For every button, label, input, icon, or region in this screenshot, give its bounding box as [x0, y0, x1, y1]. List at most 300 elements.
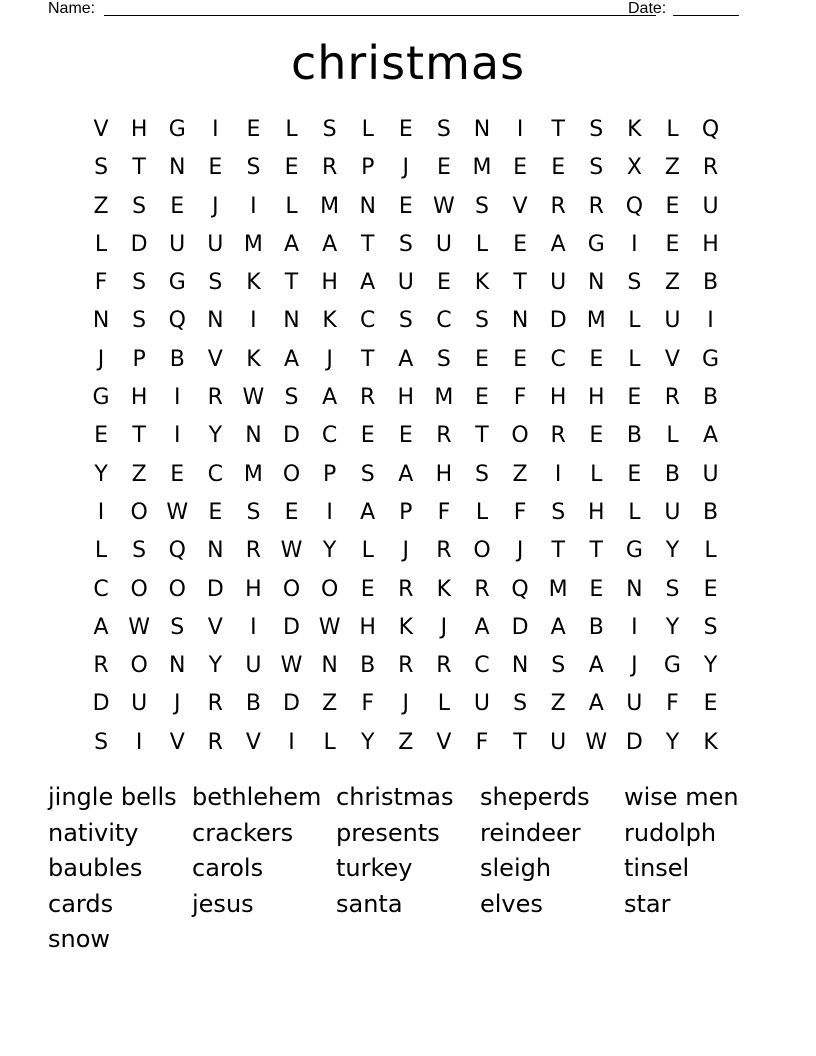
word-list	[48, 780, 788, 958]
grid-row	[82, 494, 732, 532]
grid-letter: F	[94, 270, 108, 296]
grid-letter: L	[475, 231, 489, 257]
grid-letter: B	[245, 691, 261, 717]
grid-letter: U	[245, 653, 262, 679]
grid-letter: B	[169, 346, 185, 372]
grid-letter: E	[665, 193, 680, 219]
grid-letter: E	[513, 231, 528, 257]
grid-letter: H	[359, 614, 376, 640]
name-label: Name:	[48, 0, 96, 17]
grid-letter: E	[589, 346, 604, 372]
grid-letter: C	[207, 461, 224, 487]
grid-letter: P	[399, 499, 413, 525]
word-list-item: presents	[336, 818, 440, 847]
grid-letter: S	[589, 155, 604, 181]
grid-letter: S	[436, 117, 451, 142]
grid-letter: N	[169, 653, 186, 679]
grid-letter: B	[703, 385, 719, 411]
grid-letter: T	[475, 423, 489, 449]
grid-letter: O	[130, 499, 148, 525]
grid-letter: J	[402, 538, 410, 564]
grid-letter: H	[245, 576, 262, 602]
grid-letter: T	[360, 346, 375, 372]
grid-row	[82, 264, 732, 302]
grid-letter: D	[625, 729, 643, 755]
grid-letter: H	[397, 385, 415, 411]
grid-letter: A	[322, 231, 338, 257]
grid-letter: G	[92, 385, 110, 411]
grid-letter: U	[435, 231, 452, 257]
grid-letter: S	[398, 308, 413, 334]
grid-letter: P	[322, 461, 337, 487]
grid-letter: G	[168, 270, 186, 296]
word-list-item: baubles	[48, 854, 143, 883]
grid-letter: R	[207, 691, 223, 717]
grid-letter: I	[554, 461, 562, 487]
grid-letter: N	[207, 308, 224, 334]
grid-letter: K	[246, 346, 261, 372]
grid-letter: S	[132, 270, 147, 296]
grid-row	[82, 341, 732, 379]
grid-letter: S	[322, 117, 337, 142]
grid-letter: V	[664, 346, 680, 372]
grid-letter: Z	[398, 729, 414, 755]
grid-letter: S	[284, 385, 299, 411]
grid-letter: O	[130, 653, 148, 679]
grid-letter: S	[627, 270, 642, 296]
grid-letter: I	[135, 729, 143, 755]
word-list-item: star	[624, 889, 671, 918]
grid-letter: M	[243, 461, 263, 487]
grid-letter: Y	[665, 729, 680, 755]
grid-letter: N	[169, 155, 186, 181]
grid-letter: K	[436, 576, 452, 602]
grid-letter: I	[516, 117, 524, 142]
grid-letter: T	[513, 270, 527, 296]
grid-letter: W	[128, 614, 151, 640]
grid-letter: W	[433, 193, 455, 219]
grid-row	[82, 417, 732, 455]
grid-letter: Z	[512, 461, 528, 487]
grid-letter: I	[97, 499, 105, 525]
grid-letter: A	[283, 231, 300, 257]
grid-letter: U	[664, 308, 681, 334]
grid-letter: T	[132, 155, 146, 181]
grid-letter: L	[361, 538, 374, 564]
grid-letter: J	[173, 691, 181, 717]
grid-letter: O	[282, 576, 301, 602]
grid-letter: J	[402, 155, 410, 181]
grid-letter: W	[280, 653, 303, 679]
grid-letter: C	[93, 576, 109, 602]
grid-letter: N	[283, 308, 300, 334]
grid-letter: F	[437, 499, 451, 525]
grid-letter: I	[631, 614, 638, 640]
grid-letter: J	[440, 614, 448, 640]
grid-letter: U	[664, 499, 681, 525]
grid-letter: F	[475, 729, 489, 755]
grid-letter: B	[664, 461, 680, 487]
grid-letter: E	[627, 461, 642, 487]
grid-letter: U	[702, 461, 719, 487]
grid-letter: D	[549, 308, 567, 334]
grid-letter: A	[360, 499, 376, 525]
grid-letter: S	[475, 193, 489, 219]
grid-letter: U	[550, 729, 567, 755]
grid-letter: T	[284, 270, 299, 296]
grid-row	[82, 532, 732, 570]
grid-letter: N	[511, 653, 529, 679]
grid-letter: E	[208, 499, 223, 525]
grid-letter: N	[626, 576, 643, 602]
word-list-item: turkey	[336, 854, 413, 883]
grid-letter: I	[707, 308, 714, 334]
name-blank-line	[104, 15, 656, 16]
grid-letter: F	[513, 499, 527, 525]
grid-letter: E	[94, 423, 108, 449]
word-list-item: santa	[336, 889, 403, 918]
grid-letter: U	[131, 691, 148, 717]
grid-letter: A	[474, 614, 490, 640]
grid-row	[82, 724, 732, 762]
grid-letter: T	[551, 117, 565, 142]
grid-letter: U	[169, 231, 186, 257]
grid-letter: U	[397, 270, 414, 296]
grid-letter: F	[361, 691, 375, 717]
grid-letter: K	[398, 614, 414, 640]
grid-letter: I	[326, 499, 333, 525]
grid-letter: S	[360, 461, 375, 487]
grid-letter: S	[436, 346, 451, 372]
grid-letter: O	[168, 576, 186, 602]
grid-letter: L	[628, 499, 641, 525]
grid-letter: X	[626, 155, 642, 181]
grid-letter: A	[322, 385, 338, 411]
grid-row	[82, 302, 732, 340]
grid-letter: A	[283, 346, 300, 372]
grid-letter: H	[587, 499, 605, 525]
grid-letter: K	[246, 270, 261, 296]
grid-letter: Y	[94, 461, 108, 487]
grid-letter: E	[360, 576, 375, 602]
grid-letter: T	[551, 538, 565, 564]
grid-letter: E	[284, 499, 299, 525]
grid-letter: Q	[168, 538, 186, 564]
grid-letter: W	[166, 499, 189, 525]
grid-letter: S	[703, 614, 718, 640]
grid-letter: H	[549, 385, 567, 411]
grid-letter: Y	[360, 729, 375, 755]
grid-letter: G	[663, 653, 681, 679]
grid-letter: N	[245, 423, 262, 449]
grid-letter: N	[588, 270, 605, 296]
grid-letter: A	[550, 614, 566, 640]
grid-letter: W	[318, 614, 341, 640]
grid-letter: C	[360, 308, 376, 334]
grid-letter: C	[550, 346, 566, 372]
grid-letter: A	[398, 346, 414, 372]
word-list-item: cards	[48, 889, 114, 918]
grid-letter: L	[475, 499, 489, 525]
grid-letter: J	[97, 346, 105, 372]
grid-letter: S	[132, 193, 147, 219]
grid-letter: A	[550, 231, 566, 257]
grid-letter: Q	[511, 576, 529, 602]
grid-letter: L	[437, 691, 451, 717]
grid-row	[82, 149, 732, 187]
grid-letter: L	[94, 231, 108, 257]
grid-letter: E	[513, 346, 528, 372]
word-list-item: bethlehem	[192, 783, 322, 811]
grid-letter: S	[208, 270, 223, 296]
grid-letter: Y	[208, 653, 223, 679]
grid-letter: S	[170, 614, 185, 640]
grid-letter: L	[94, 538, 108, 564]
date-blank-line	[673, 15, 739, 16]
grid-letter: R	[550, 193, 566, 219]
word-list-item: jesus	[192, 889, 254, 918]
grid-letter: H	[435, 461, 453, 487]
grid-letter: R	[321, 155, 338, 181]
grid-letter: A	[360, 270, 376, 296]
grid-letter: I	[212, 117, 219, 142]
grid-letter: Q	[168, 308, 186, 334]
grid-letter: E	[360, 423, 375, 449]
grid-letter: S	[246, 155, 261, 181]
grid-letter: E	[170, 461, 185, 487]
grid-letter: N	[207, 538, 224, 564]
grid-row	[82, 647, 732, 685]
grid-letter: R	[550, 423, 566, 449]
grid-letter: I	[288, 729, 295, 755]
grid-letter: V	[512, 193, 528, 219]
grid-letter: N	[359, 193, 376, 219]
grid-letter: E	[589, 576, 604, 602]
grid-letter: O	[473, 538, 491, 564]
grid-letter: A	[588, 653, 604, 679]
word-list-item: carols	[192, 854, 264, 883]
grid-letter: G	[625, 538, 643, 564]
grid-letter: R	[702, 155, 719, 181]
word-list-item: sheperds	[480, 783, 590, 811]
grid-letter: S	[475, 308, 489, 334]
grid-letter: S	[589, 117, 604, 142]
word-list-item: sleigh	[480, 854, 552, 883]
grid-letter: Z	[93, 193, 109, 219]
grid-letter: G	[168, 117, 186, 142]
grid-letter: V	[93, 117, 109, 142]
grid-letter: D	[283, 423, 300, 449]
grid-row	[82, 685, 732, 723]
grid-letter: B	[703, 270, 719, 296]
grid-letter: K	[703, 729, 718, 755]
grid-letter: E	[703, 576, 718, 602]
grid-row	[82, 379, 732, 417]
puzzle-title: christmas	[290, 36, 526, 90]
grid-letter: I	[173, 423, 181, 449]
grid-letter: Y	[208, 423, 223, 449]
grid-letter: R	[398, 576, 414, 602]
grid-letter: E	[436, 155, 451, 181]
grid-letter: R	[588, 193, 604, 219]
grid-letter: C	[321, 423, 338, 449]
grid-letter: K	[322, 308, 337, 334]
grid-letter: H	[130, 385, 148, 411]
grid-letter: J	[402, 691, 410, 717]
grid-letter: C	[474, 653, 490, 679]
grid-letter: Z	[664, 270, 680, 296]
grid-letter: S	[398, 231, 413, 257]
date-label: Date:	[628, 0, 667, 17]
grid-letter: S	[551, 499, 566, 525]
grid-row	[82, 226, 732, 264]
grid-letter: R	[360, 385, 376, 411]
grid-letter: H	[702, 231, 719, 257]
grid-letter: E	[475, 346, 489, 372]
grid-letter: N	[92, 308, 110, 334]
grid-letter: B	[588, 614, 604, 640]
grid-letter: L	[285, 117, 298, 142]
grid-row	[82, 571, 732, 609]
grid-letter: Y	[703, 653, 718, 679]
grid-letter: D	[511, 614, 529, 640]
grid-letter: S	[94, 155, 109, 181]
grid-letter: U	[473, 691, 491, 717]
grid-letter: G	[587, 231, 605, 257]
grid-letter: L	[361, 117, 374, 142]
grid-letter: A	[93, 614, 109, 640]
grid-letter: P	[132, 346, 146, 372]
grid-letter: A	[703, 423, 719, 449]
grid-letter: F	[666, 691, 679, 717]
grid-letter: T	[513, 729, 527, 755]
grid-letter: J	[326, 346, 333, 372]
grid-letter: U	[702, 193, 719, 219]
grid-letter: R	[398, 653, 414, 679]
grid-letter: H	[587, 385, 605, 411]
grid-letter: A	[588, 691, 604, 717]
grid-letter: E	[665, 231, 680, 257]
grid-letter: E	[398, 423, 413, 449]
grid-letter: Z	[550, 691, 566, 717]
grid-letter: H	[321, 270, 338, 296]
grid-letter: P	[361, 155, 375, 181]
grid-letter: V	[169, 729, 185, 755]
grid-letter: S	[132, 308, 147, 334]
grid-letter: R	[436, 653, 452, 679]
grid-letter: D	[130, 231, 148, 257]
grid-letter: R	[664, 385, 681, 411]
grid-letter: E	[284, 155, 299, 181]
grid-letter: M	[320, 193, 340, 219]
grid-letter: E	[170, 193, 185, 219]
grid-letter: R	[93, 653, 109, 679]
word-list-item: nativity	[48, 818, 139, 847]
grid-letter: Y	[665, 538, 680, 564]
grid-letter: R	[436, 423, 452, 449]
grid-letter: L	[285, 193, 298, 219]
grid-letter: A	[398, 461, 414, 487]
grid-letter: E	[398, 193, 413, 219]
grid-letter: D	[283, 614, 300, 640]
grid-letter: T	[132, 423, 146, 449]
grid-letter: D	[206, 576, 224, 602]
grid-row	[82, 456, 732, 494]
grid-letter: V	[207, 614, 223, 640]
word-list-item: tinsel	[624, 854, 690, 883]
grid-letter: E	[246, 117, 261, 142]
grid-letter: L	[666, 117, 679, 142]
grid-letter: Z	[664, 155, 680, 181]
grid-letter: B	[626, 423, 642, 449]
header-fields	[48, 0, 748, 20]
word-list-item: christmas	[336, 783, 454, 811]
grid-letter: U	[207, 231, 224, 257]
grid-letter: V	[207, 346, 223, 372]
grid-letter: H	[130, 117, 148, 142]
grid-letter: Y	[322, 538, 337, 564]
grid-letter: E	[551, 155, 566, 181]
grid-letter: B	[360, 653, 376, 679]
word-list-item: jingle bells	[48, 783, 177, 811]
letter-grid	[82, 111, 732, 762]
grid-letter: M	[548, 576, 568, 602]
grid-letter: J	[516, 538, 524, 564]
grid-letter: T	[589, 538, 603, 564]
grid-letter: O	[320, 576, 339, 602]
grid-letter: S	[94, 729, 109, 755]
grid-letter: E	[589, 423, 604, 449]
grid-letter: E	[627, 385, 642, 411]
word-list-item: wise men	[624, 783, 739, 811]
grid-letter: K	[627, 117, 642, 142]
grid-letter: Y	[665, 614, 680, 640]
word-list-item: rudolph	[624, 818, 717, 847]
grid-letter: F	[513, 385, 527, 411]
grid-row	[82, 188, 732, 226]
grid-letter: R	[245, 538, 262, 564]
grid-letter: I	[250, 308, 257, 334]
grid-letter: O	[511, 423, 529, 449]
grid-letter: I	[250, 193, 257, 219]
grid-letter: E	[513, 155, 528, 181]
grid-letter: Q	[701, 117, 720, 142]
grid-letter: O	[282, 461, 301, 487]
grid-letter: Q	[625, 193, 644, 219]
grid-letter: U	[550, 270, 567, 296]
grid-letter: N	[473, 117, 491, 142]
grid-letter: C	[436, 308, 452, 334]
grid-letter: J	[212, 193, 219, 219]
grid-letter: R	[436, 538, 452, 564]
grid-row	[82, 609, 732, 647]
grid-letter: R	[474, 576, 490, 602]
grid-letter: E	[703, 691, 718, 717]
grid-letter: U	[626, 691, 643, 717]
grid-letter: W	[242, 385, 265, 411]
grid-letter: R	[207, 385, 223, 411]
grid-letter: L	[628, 346, 641, 372]
grid-letter: M	[586, 308, 606, 334]
grid-letter: S	[665, 576, 680, 602]
grid-letter: O	[130, 576, 148, 602]
grid-letter: M	[472, 155, 492, 181]
grid-letter: M	[243, 231, 263, 257]
grid-letter: D	[283, 691, 300, 717]
grid-letter: L	[628, 308, 641, 334]
grid-letter: S	[132, 538, 147, 564]
grid-letter: K	[474, 270, 490, 296]
